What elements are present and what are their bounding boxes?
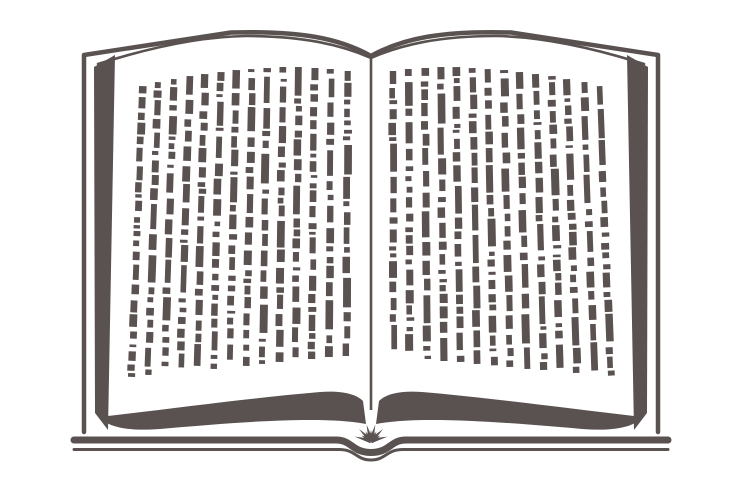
fore-edge-left — [94, 55, 115, 430]
page-bottom-swoosh-left — [99, 392, 366, 430]
right-page-text-bars — [388, 67, 615, 376]
left-page-text-bars — [127, 67, 352, 377]
fore-edge-right — [627, 55, 648, 430]
page-fan-starburst — [355, 425, 388, 444]
page-bottom-swoosh-right — [376, 392, 643, 430]
